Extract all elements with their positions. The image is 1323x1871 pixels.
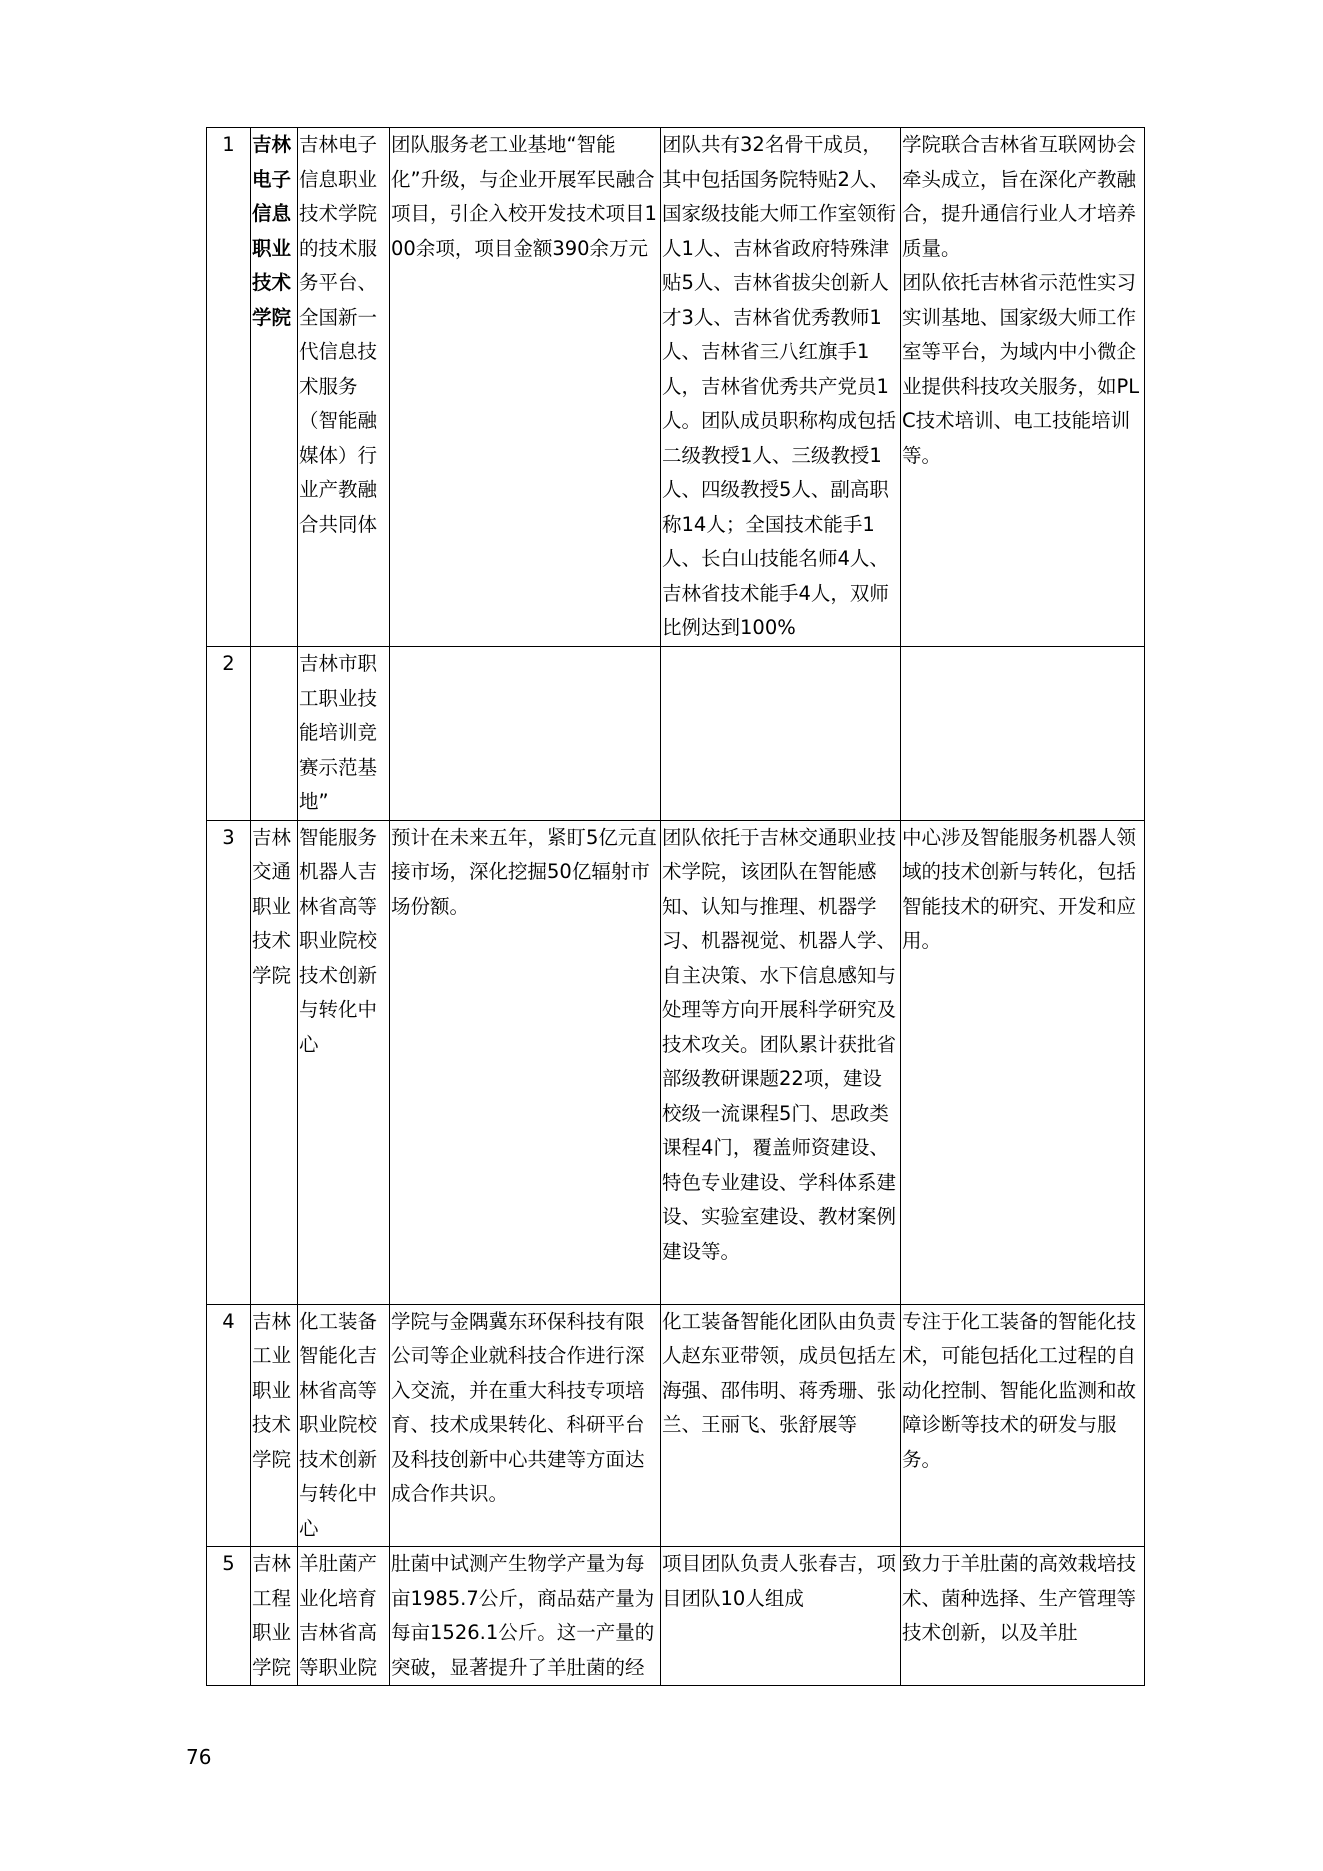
page-number: 76 bbox=[186, 1745, 212, 1769]
platform-name: 吉林市职工职业技能培训竞赛示范基地” bbox=[298, 647, 390, 821]
school-name bbox=[251, 647, 298, 821]
row-number: 1 bbox=[207, 128, 251, 647]
school-name: 吉林电子信息职业技术学院 bbox=[251, 128, 298, 647]
table-row bbox=[207, 1304, 1145, 1547]
direction-text: 致力于羊肚菌的高效栽培技术、菌种选择、生产管理等技术创新，以及羊肚 bbox=[901, 1547, 1145, 1686]
achievement-text: 团队服务老工业基地“智能化”升级，与企业开展军民融合项目，引企入校开发技术项目100余项，项目金额390余万元 bbox=[390, 128, 661, 647]
data-table bbox=[206, 127, 1145, 1686]
direction-text bbox=[901, 647, 1145, 821]
platform-name: 化工装备智能化吉林省高等职业院校技术创新与转化中心 bbox=[298, 1304, 390, 1547]
direction-text: 中心涉及智能服务机器人领域的技术创新与转化，包括智能技术的研究、开发和应用。 bbox=[901, 820, 1145, 1304]
achievement-text: 预计在未来五年，紧盯5亿元直接市场，深化挖掘50亿辐射市场份额。 bbox=[390, 820, 661, 1304]
platform-name: 智能服务机器人吉林省高等职业院校技术创新与转化中心 bbox=[298, 820, 390, 1304]
school-name: 吉林工程职业学院 bbox=[251, 1547, 298, 1686]
table-row bbox=[207, 647, 1145, 821]
direction-text: 专注于化工装备的智能化技术，可能包括化工过程的自动化控制、智能化监测和故障诊断等技术的研发与服务。 bbox=[901, 1304, 1145, 1547]
team-text: 团队共有32名骨干成员，其中包括国务院特贴2人、国家级技能大师工作室领衔人1人、吉林省政府特殊津贴5人、吉林省拔尖创新人才3人、吉林省优秀教师1人、吉林省三八红旗手1人，吉林省优秀共产党员1人。团队成员职称构成包括二级教授1人、三级教授1人、四级教授5人、副高职称14人；全国技术能手1人、长白山技能名师4人、吉林省技术能手4人，双师比例达到100% bbox=[661, 128, 901, 647]
school-name: 吉林工业职业技术学院 bbox=[251, 1304, 298, 1547]
team-text: 化工装备智能化团队由负责人赵东亚带领，成员包括左海强、邵伟明、蒋秀珊、张兰、王丽飞、张舒展等 bbox=[661, 1304, 901, 1547]
team-text: 团队依托于吉林交通职业技术学院，该团队在智能感知、认知与推理、机器学习、机器视觉、机器人学、自主决策、水下信息感知与处理等方向开展科学研究及技术攻关。团队累计获批省部级教研课题22项，建设校级一流课程5门、思政类课程4门，覆盖师资建设、特色专业建设、学科体系建设、实验室建设、教材案例建设等。 bbox=[661, 820, 901, 1304]
table-row bbox=[207, 128, 1145, 647]
school-name: 吉林交通职业技术学院 bbox=[251, 820, 298, 1304]
table-row bbox=[207, 1547, 1145, 1686]
team-text bbox=[661, 647, 901, 821]
team-text: 项目团队负责人张春吉，项目团队10人组成 bbox=[661, 1547, 901, 1686]
row-number: 3 bbox=[207, 820, 251, 1304]
achievement-text: 肚菌中试测产生物学产量为每亩1985.7公斤，商品菇产量为每亩1526.1公斤。这一产量的突破，显著提升了羊肚菌的经 bbox=[390, 1547, 661, 1686]
achievement-text bbox=[390, 647, 661, 821]
row-number: 2 bbox=[207, 647, 251, 821]
row-number: 4 bbox=[207, 1304, 251, 1547]
platform-name: 吉林电子信息职业技术学院的技术服务平台、全国新一代信息技术服务（智能融媒体）行业产教融合共同体 bbox=[298, 128, 390, 647]
table-row bbox=[207, 820, 1145, 1304]
direction-text: 学院联合吉林省互联网协会牵头成立，旨在深化产教融合，提升通信行业人才培养质量。 团队依托吉林省示范性实习实训基地、国家级大师工作室等平台，为域内中小微企业提供科技攻关服务，如PLC技术培训、电工技能培训等。 bbox=[901, 128, 1145, 647]
achievement-text: 学院与金隅冀东环保科技有限公司等企业就科技合作进行深入交流，并在重大科技专项培育、技术成果转化、科研平台及科技创新中心共建等方面达成合作共识。 bbox=[390, 1304, 661, 1547]
platform-name: 羊肚菌产业化培育吉林省高等职业院 bbox=[298, 1547, 390, 1686]
row-number: 5 bbox=[207, 1547, 251, 1686]
